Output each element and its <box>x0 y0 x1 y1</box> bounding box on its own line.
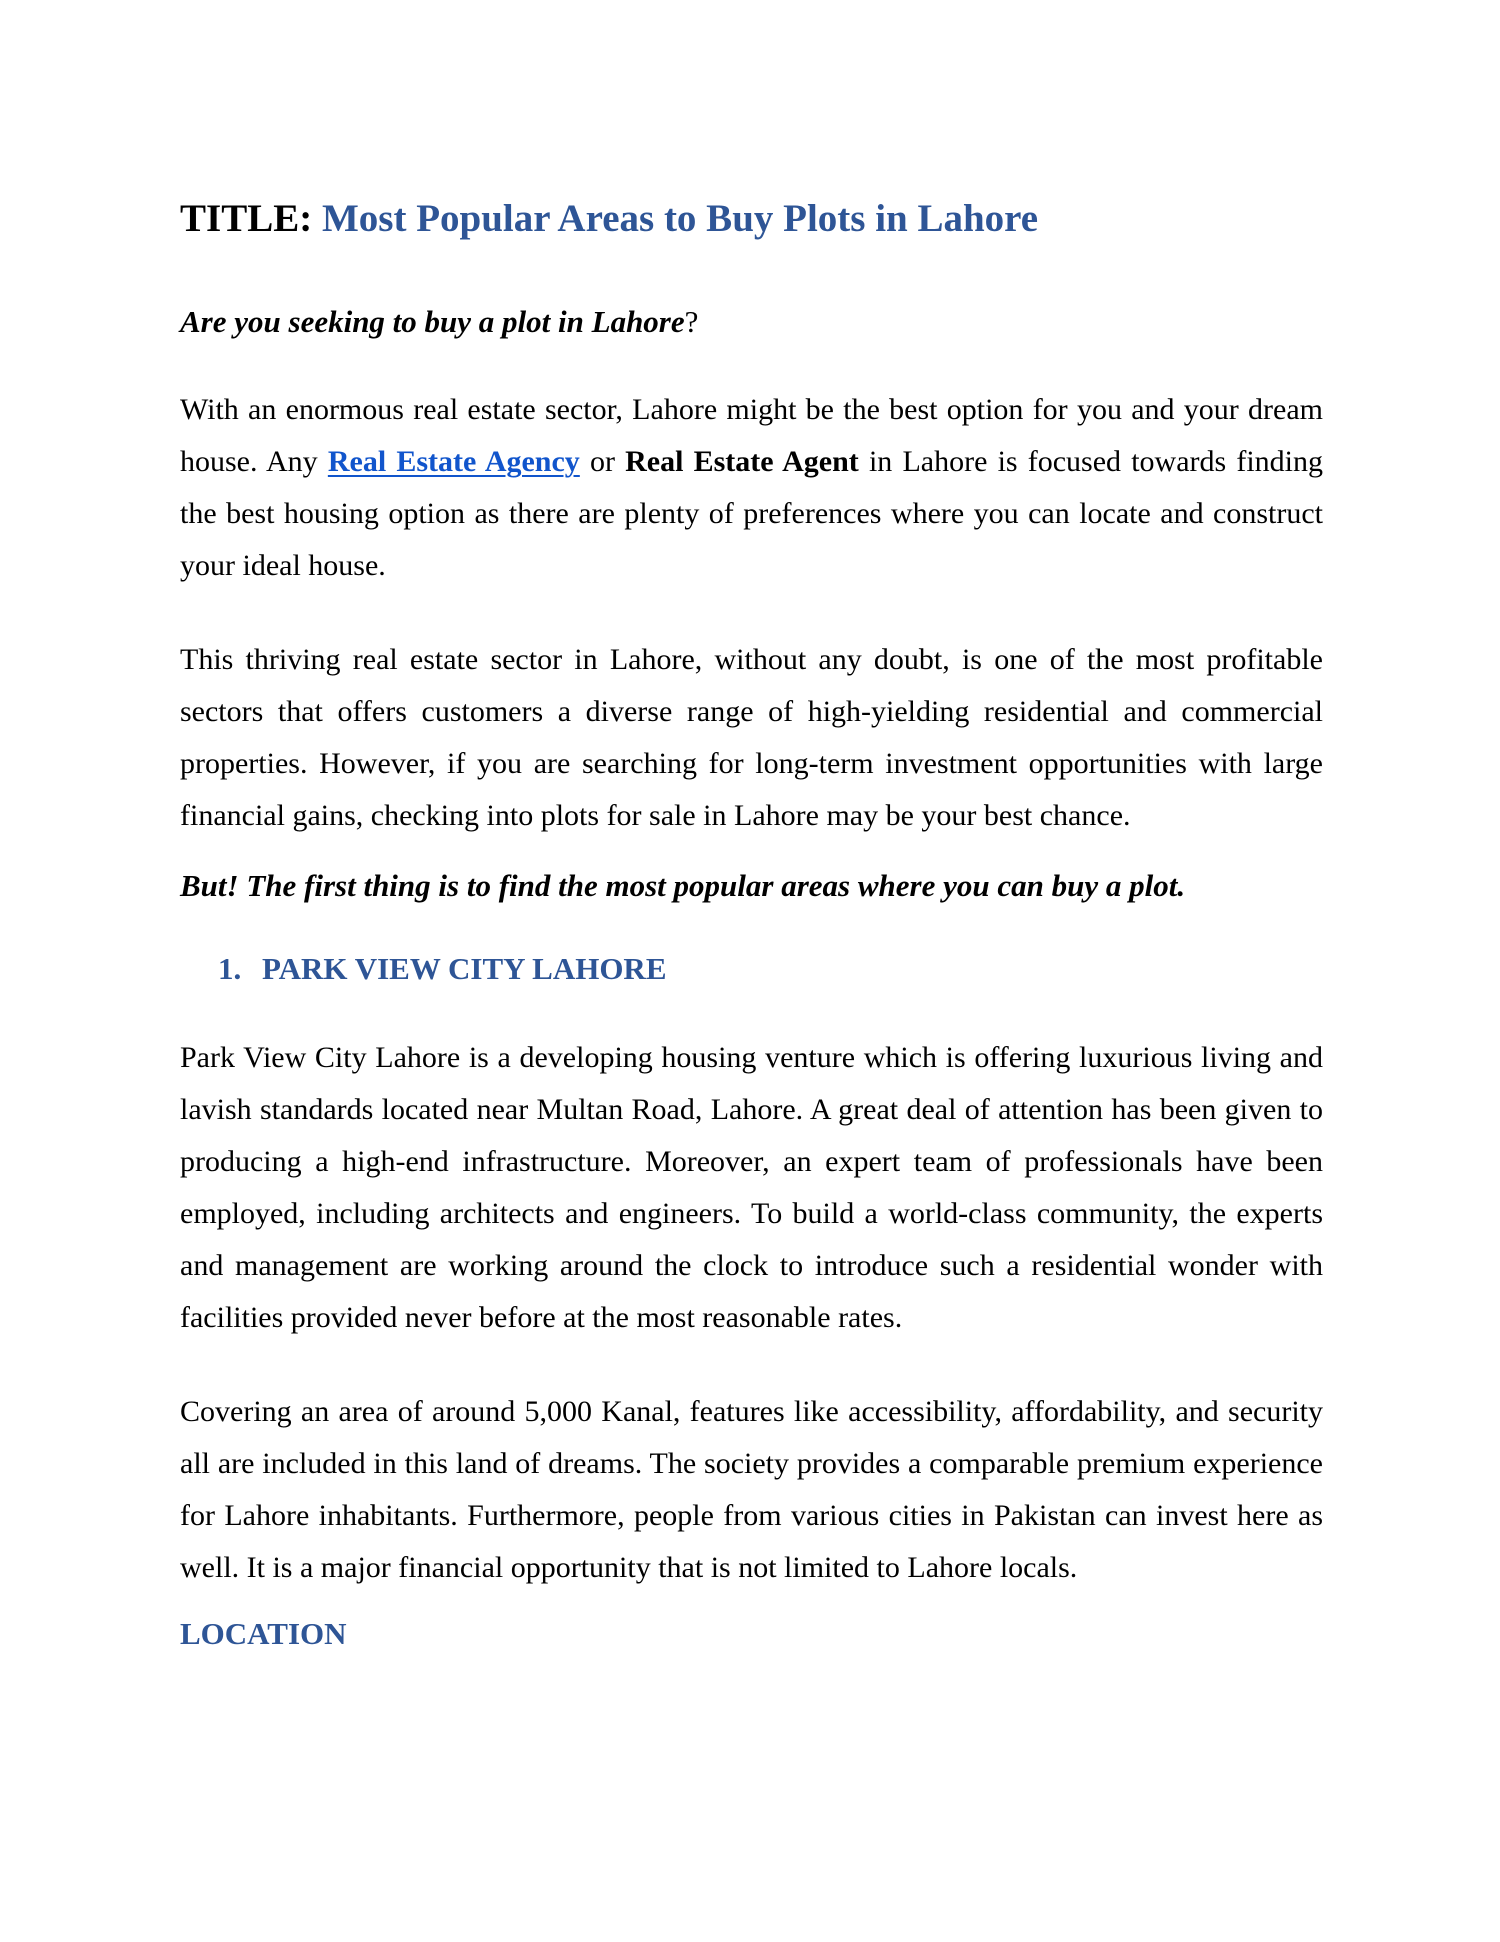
real-estate-agent-bold: Real Estate Agent <box>625 445 859 478</box>
paragraph-intro <box>180 384 1323 592</box>
section-1-title: PARK VIEW CITY LAHORE <box>262 951 667 986</box>
paragraph-intro-start: With an enormous real estate sector, Lahore might be the best option for you and your dream house. Any <box>180 393 1323 478</box>
intro-question <box>180 302 1323 342</box>
document-title <box>180 196 1323 242</box>
intro-question-text: Are you seeking to buy a plot in Lahore <box>180 304 685 339</box>
paragraph-parkview-area: Covering an area of around 5,000 Kanal, features like accessibility, affordability, and security all are included in this land of dreams. The society provides a comparable premium experience for Lahore inhabitants. Furthermore, people from various cities in Pakistan can invest here as well. It is a major financial opportunity that is not limited to Lahore locals. <box>180 1395 1323 1584</box>
real-estate-agency-link[interactable]: Real Estate Agency <box>327 445 580 478</box>
paragraph-intro-middle: or <box>579 445 626 478</box>
paragraph-market: This thriving real estate sector in Lahore, without any doubt, is one of the most profitable sectors that offers customers a diverse range of high-yielding residential and commercial properties. However, if you are searching for long-term investment opportunities with large financial gains, checking into plots for sale in Lahore may be your best chance. <box>180 643 1323 832</box>
paragraph-intro-end: in Lahore is focused towards finding the best housing option as there are plenty of preferences where you can locate and construct your ideal house. <box>180 445 1324 582</box>
title-text: Most Popular Areas to Buy Plots in Lahore <box>321 197 1039 240</box>
document-content <box>0 196 1500 1654</box>
location-heading: LOCATION <box>180 1616 347 1651</box>
section-1-heading <box>180 948 1323 990</box>
title-label: TITLE: <box>180 197 313 240</box>
section-1-number: 1. <box>218 951 242 986</box>
emphasis-line: But! The first thing is to find the most popular areas where you can buy a plot. <box>180 868 1186 903</box>
intro-question-mark: ? <box>684 304 699 339</box>
paragraph-parkview-overview: Park View City Lahore is a developing housing venture which is offering luxurious living and lavish standards located near Multan Road, Lahore. A great deal of attention has been given to producing a high-end infrastructure. Moreover, an expert team of professionals have been employed, including architects and engineers. To build a world-class community, the experts and management are working around the clock to introduce such a residential wonder with facilities provided never before at the most reasonable rates. <box>180 1041 1323 1334</box>
